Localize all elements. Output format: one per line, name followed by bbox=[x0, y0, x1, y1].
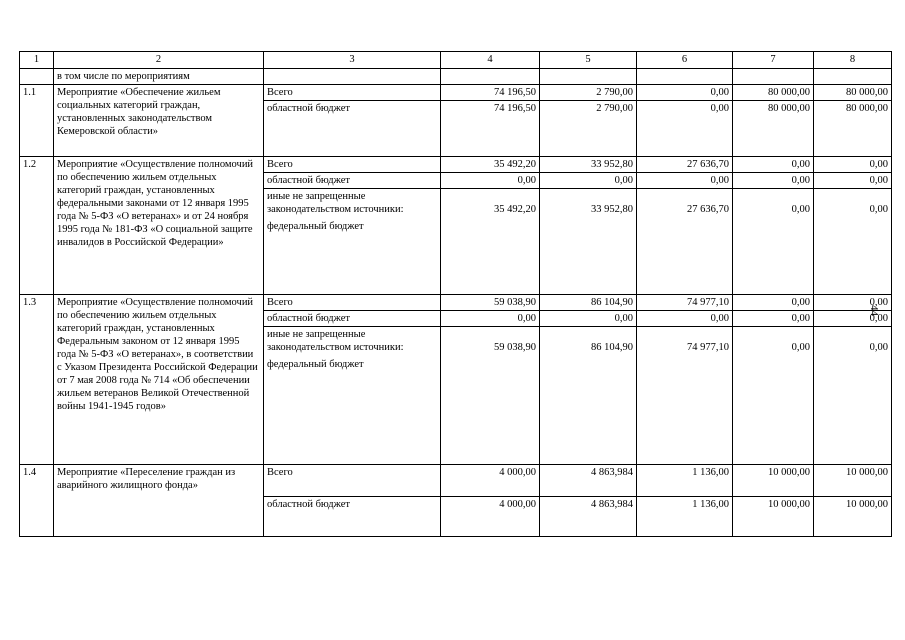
value-cell: 0,00 bbox=[733, 295, 814, 311]
sub-label-federal: федеральный бюджет bbox=[267, 221, 364, 232]
value-cell: 0,00 bbox=[814, 311, 892, 327]
value-cell: 33 952,80 bbox=[540, 189, 637, 295]
value-cell: 59 038,90 bbox=[441, 295, 540, 311]
value-cell: 0,00 bbox=[637, 311, 733, 327]
value-cell: 0,00 bbox=[441, 311, 540, 327]
value-cell: 0,00 bbox=[814, 189, 892, 295]
value-cell: 27 636,70 bbox=[637, 189, 733, 295]
value-cell: 2 790,00 bbox=[540, 85, 637, 101]
value-cell: 33 952,80 bbox=[540, 157, 637, 173]
header-cell: 5 bbox=[540, 52, 637, 69]
sub-label-federal: федеральный бюджет bbox=[267, 359, 364, 370]
value-cell: 0,00 bbox=[733, 173, 814, 189]
section-row bbox=[20, 69, 892, 85]
sub-label: областной бюджет bbox=[264, 497, 441, 537]
row-number: 1.2 bbox=[20, 157, 54, 295]
value-cell: 0,00 bbox=[814, 327, 892, 465]
row-number: 1.1 bbox=[20, 85, 54, 157]
sub-label bbox=[264, 327, 441, 465]
value-cell: 10 000,00 bbox=[814, 497, 892, 537]
header-cell: 7 bbox=[733, 52, 814, 69]
row-title: Мероприятие «Переселение граждан из аварийного жилищного фонда» bbox=[54, 465, 264, 537]
value-cell: 0,00 bbox=[637, 101, 733, 157]
value-cell: 0,00 bbox=[441, 173, 540, 189]
value-cell: 0,00 bbox=[733, 157, 814, 173]
row-title: Мероприятие «Обеспечение жильем социальных категорий граждан, установленных законодательством Кемеровской области» bbox=[54, 85, 264, 157]
value-cell: 0,00 bbox=[733, 189, 814, 295]
sub-label: Всего bbox=[264, 157, 441, 173]
sub-label: областной бюджет bbox=[264, 173, 441, 189]
value-cell: 0,00 bbox=[540, 173, 637, 189]
budget-table bbox=[19, 51, 892, 537]
value-cell: 74 977,10 bbox=[637, 327, 733, 465]
sub-label: областной бюджет bbox=[264, 311, 441, 327]
value-cell: 0,00 bbox=[814, 173, 892, 189]
value-cell: 27 636,70 bbox=[637, 157, 733, 173]
header-cell: 6 bbox=[637, 52, 733, 69]
value-cell: 35 492,20 bbox=[441, 189, 540, 295]
row-title: Мероприятие «Осуществление полномочий по обеспечению жильем отдельных категорий граждан, установленных Федеральным законом от 12 января 1995 года № 5-ФЗ «О ветеранах», в соответствии с Указом Президента Российской Федерации от 7 мая 2008 года № 714 «Об обеспечении жильем ветеранов Великой Отечественной войны 1941-1945 годов» bbox=[54, 295, 264, 465]
header-cell: 4 bbox=[441, 52, 540, 69]
table-row bbox=[20, 295, 892, 311]
value-cell: 1 136,00 bbox=[637, 497, 733, 537]
header-cell: 3 bbox=[264, 52, 441, 69]
sub-label: Всего bbox=[264, 295, 441, 311]
value-cell: 74 196,50 bbox=[441, 85, 540, 101]
value-cell: 4 863,984 bbox=[540, 465, 637, 497]
value-cell: 0,00 bbox=[733, 311, 814, 327]
row-number: 1.4 bbox=[20, 465, 54, 537]
table-row bbox=[20, 157, 892, 173]
value-cell: 74 977,10 bbox=[637, 295, 733, 311]
row-title: Мероприятие «Осуществление полномочий по обеспечению жильем отдельных категорий граждан, установленных федеральными законами от 12 января 1995 года № 5-ФЗ «О ветеранах» и от 24 ноября 1995 года № 181-ФЗ «О социальной защите инвалидов в Российской Федерации» bbox=[54, 157, 264, 295]
section-label: в том числе по мероприятиям bbox=[54, 69, 264, 85]
value-cell: 0,00 bbox=[814, 157, 892, 173]
sub-label-sources: иные не запрещенные законодательством источники: bbox=[267, 191, 404, 215]
value-cell: 4 000,00 bbox=[441, 465, 540, 497]
sub-label bbox=[264, 189, 441, 295]
sub-label: Всего bbox=[264, 465, 441, 497]
value-cell: 10 000,00 bbox=[733, 465, 814, 497]
value-cell: 1 136,00 bbox=[637, 465, 733, 497]
value-cell: 74 196,50 bbox=[441, 101, 540, 157]
value-cell: 35 492,20 bbox=[441, 157, 540, 173]
value-cell: 10 000,00 bbox=[733, 497, 814, 537]
value-cell: 0,00 bbox=[637, 85, 733, 101]
header-cell: 1 bbox=[20, 52, 54, 69]
header-cell: 2 bbox=[54, 52, 264, 69]
value-cell: 80 000,00 bbox=[733, 101, 814, 157]
value-cell: 4 863,984 bbox=[540, 497, 637, 537]
table-row bbox=[20, 465, 892, 497]
value-cell: 4 000,00 bbox=[441, 497, 540, 537]
page-number: 44 bbox=[868, 305, 880, 316]
sub-label-sources: иные не запрещенные законодательством источники: bbox=[267, 329, 404, 353]
value-cell: 86 104,90 bbox=[540, 295, 637, 311]
value-cell: 80 000,00 bbox=[814, 85, 892, 101]
row-number: 1.3 bbox=[20, 295, 54, 465]
value-cell: 0,00 bbox=[637, 173, 733, 189]
value-cell: 0,00 bbox=[733, 327, 814, 465]
table-row bbox=[20, 85, 892, 101]
value-cell: 86 104,90 bbox=[540, 327, 637, 465]
value-cell: 80 000,00 bbox=[814, 101, 892, 157]
sub-label: областной бюджет bbox=[264, 101, 441, 157]
value-cell: 0,00 bbox=[540, 311, 637, 327]
sub-label: Всего bbox=[264, 85, 441, 101]
value-cell: 59 038,90 bbox=[441, 327, 540, 465]
value-cell: 2 790,00 bbox=[540, 101, 637, 157]
value-cell: 10 000,00 bbox=[814, 465, 892, 497]
value-cell: 80 000,00 bbox=[733, 85, 814, 101]
header-row bbox=[20, 52, 892, 69]
value-cell: 0,00 bbox=[814, 295, 892, 311]
header-cell: 8 bbox=[814, 52, 892, 69]
